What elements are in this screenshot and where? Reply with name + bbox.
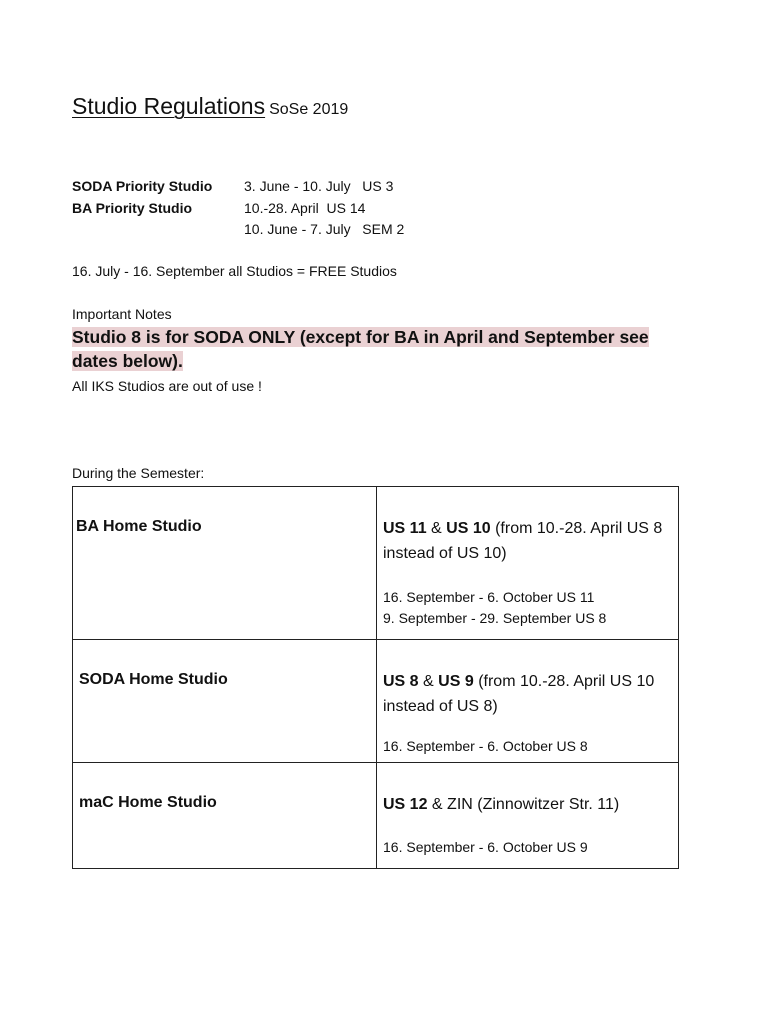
studio-assignment [377,640,673,719]
studio-extra: 16. September - 6. October US 9 [383,839,588,855]
iks-notice: All IKS Studios are out of use ! [72,378,262,394]
priority-date: 10.-28. April US 14 [244,199,366,216]
studio-assignment [377,487,673,566]
studio-extra: 16. September - 6. October US 11 [383,589,595,605]
studio-assignment-cell [377,640,679,763]
important-notes-heading: Important Notes [72,306,172,322]
studio-assignment-cell [377,763,679,869]
table-row [73,487,679,640]
studio-note: (from 10.-28. April US 10 instead of US 8) [383,673,655,715]
studio-a: US 12 [383,796,428,813]
table-row [73,640,679,763]
ampersand: & [431,796,443,813]
studio-name: BA Home Studio [76,518,202,535]
title-semester: SoSe 2019 [269,101,349,118]
studio-b: US 9 [438,673,474,690]
ampersand: & [431,520,442,537]
studio-name-cell [73,487,377,640]
priority-date: 3. June - 10. July US 3 [244,178,394,194]
highlighted-notice [72,325,672,373]
priority-date: 10. June - 7. July SEM 2 [244,221,405,237]
studio-name: SODA Home Studio [79,671,228,688]
studio-extra: 9. September - 29. September US 8 [383,610,607,626]
page-title [72,93,348,120]
studio-name-cell [73,640,377,763]
studio-extra: 16. September - 6. October US 8 [383,738,588,754]
studio-assignment-cell [377,487,679,640]
priority-label: SODA Priority Studio [72,178,213,194]
studio-note: ZIN (Zinnowitzer Str. 11) [447,796,620,813]
semester-heading: During the Semester: [72,465,205,481]
free-studios-note: 16. July - 16. September all Studios = FREE Studios [72,263,397,279]
studio-name-cell [73,763,377,869]
studio-b: US 10 [446,520,491,537]
home-studio-table [72,486,679,869]
priority-label: BA Priority Studio [72,199,193,216]
studio-a: US 11 [383,520,427,537]
studio-assignment [377,763,673,817]
title-main: Studio Regulations [72,93,266,119]
studio-a: US 8 [383,673,419,690]
highlighted-notice-text: Studio 8 is for SODA ONLY (except for BA in April and September see dates below). [72,327,649,371]
studio-note: (from 10.-28. April US 8 instead of US 10) [383,520,663,562]
studio-name: maC Home Studio [79,794,217,811]
ampersand: & [423,673,434,690]
table-row [73,763,679,869]
